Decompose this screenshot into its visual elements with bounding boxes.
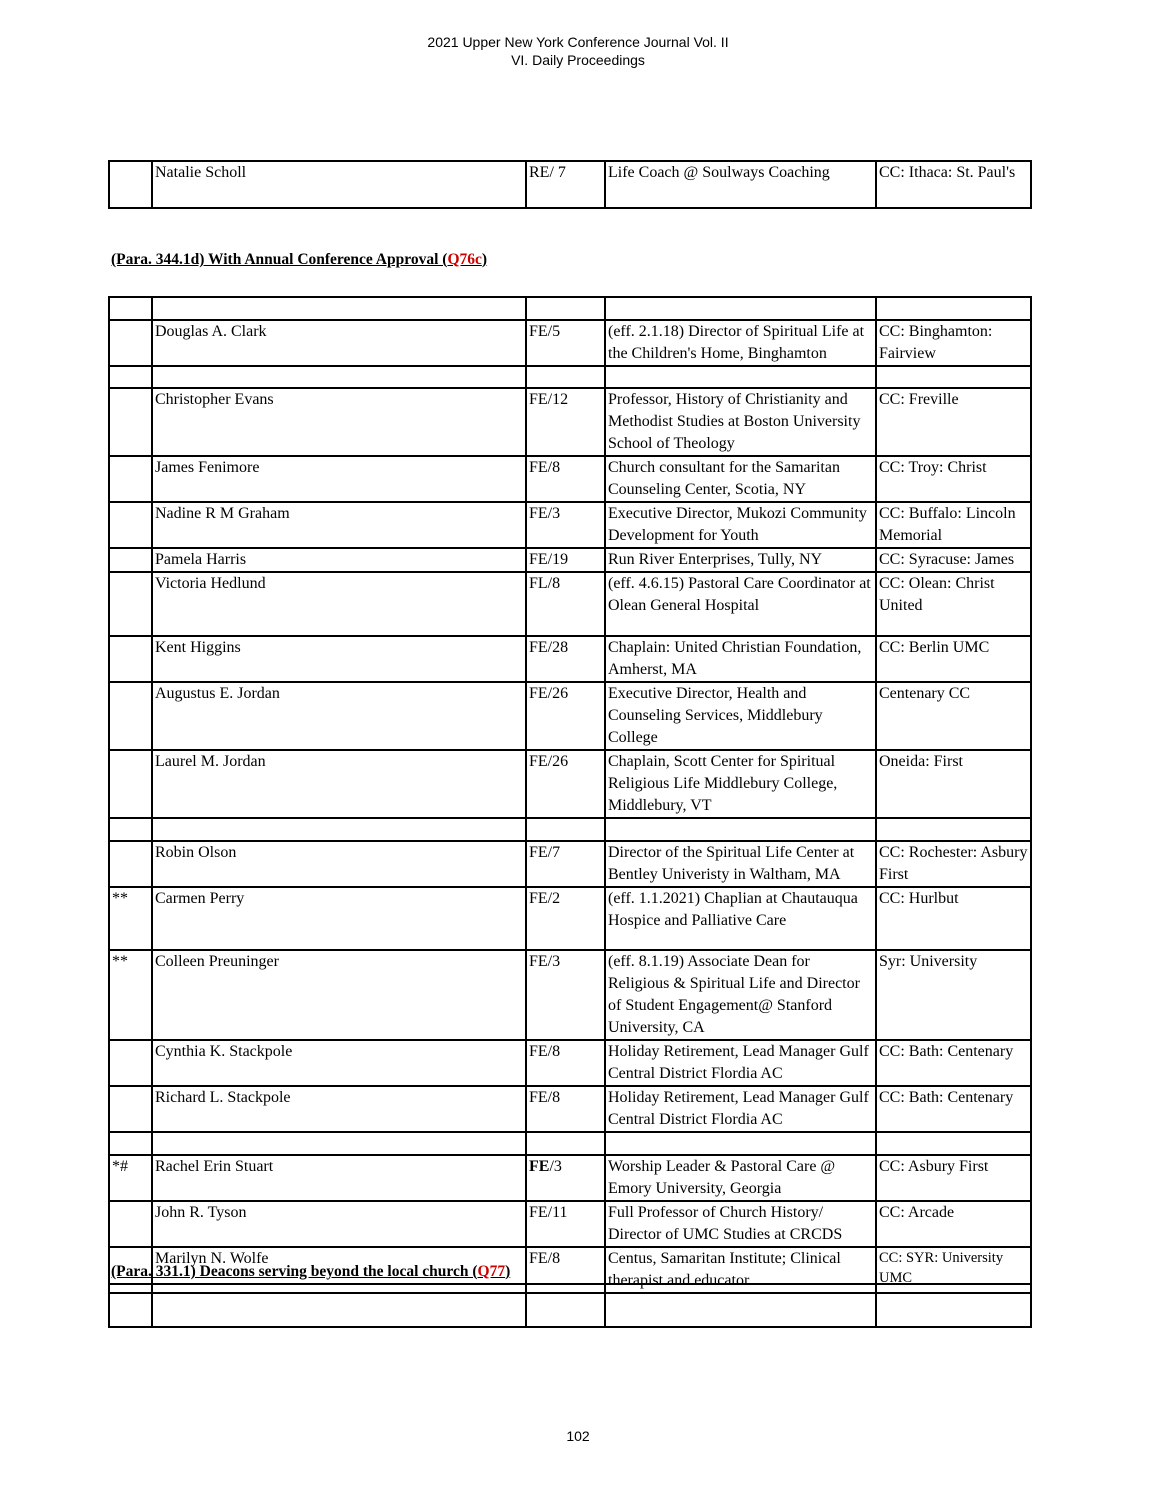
table-row xyxy=(109,841,1031,887)
appointment-cell: Chaplain: United Christian Foundation, Amherst, MA xyxy=(605,636,876,682)
table-row xyxy=(109,502,1031,548)
charge-cell: CC: Rochester: Asbury First xyxy=(876,841,1031,887)
appointment-cell: Worship Leader & Pastoral Care @ Emory University, Georgia xyxy=(605,1155,876,1201)
appointment-cell: (eff. 4.6.15) Pastoral Care Coordinator at Olean General Hospital xyxy=(605,572,876,636)
name-cell: Douglas A. Clark xyxy=(152,320,526,366)
deacons-table xyxy=(108,1283,1032,1328)
status-cell xyxy=(526,297,605,320)
status-cell: FE/26 xyxy=(526,750,605,818)
mark-cell xyxy=(109,682,152,750)
name-cell: Augustus E. Jordan xyxy=(152,682,526,750)
name-cell xyxy=(152,1284,526,1327)
appointment-cell: (eff. 1.1.2021) Chaplian at Chautauqua Hospice and Palliative Care xyxy=(605,887,876,950)
heading-text: (Para. 344.1d) With Annual Conference Approval ( xyxy=(111,251,448,268)
name-cell xyxy=(152,297,526,320)
name-cell: John R. Tyson xyxy=(152,1201,526,1247)
section-heading-q77 xyxy=(111,1263,510,1281)
mark-cell xyxy=(109,636,152,682)
status-cell: FE/3 xyxy=(526,502,605,548)
table-row xyxy=(109,1201,1031,1247)
name-cell: Victoria Hedlund xyxy=(152,572,526,636)
appointment-cell: Director of the Spiritual Life Center at Bentley Univeristy in Waltham, MA xyxy=(605,841,876,887)
mark-cell xyxy=(109,548,152,572)
status-cell: FE/8 xyxy=(526,1040,605,1086)
name-cell: James Fenimore xyxy=(152,456,526,502)
charge-cell: CC: Olean: Christ United xyxy=(876,572,1031,636)
charge-cell: CC: Berlin UMC xyxy=(876,636,1031,682)
status-cell: FE/11 xyxy=(526,1201,605,1247)
table-row xyxy=(109,682,1031,750)
appointment-cell: Run River Enterprises, Tully, NY xyxy=(605,548,876,572)
appointment-cell: Chaplain, Scott Center for Spiritual Religious Life Middlebury College, Middlebury, VT xyxy=(605,750,876,818)
mark-cell xyxy=(109,1284,152,1327)
status-cell: FE/3 xyxy=(526,950,605,1040)
section-title: VI. Daily Proceedings xyxy=(511,52,645,68)
status-cell xyxy=(526,1155,605,1201)
table-row xyxy=(109,161,1031,208)
mark-cell xyxy=(109,1201,152,1247)
status-cell: FL/8 xyxy=(526,572,605,636)
name-cell: Nadine R M Graham xyxy=(152,502,526,548)
table-row xyxy=(109,572,1031,636)
mark-cell xyxy=(109,388,152,456)
mark-cell xyxy=(109,320,152,366)
mark-cell: ** xyxy=(109,950,152,1040)
status-code: FE xyxy=(529,1158,550,1175)
status-cell xyxy=(526,366,605,388)
name-cell: Natalie Scholl xyxy=(152,161,526,208)
charge-cell xyxy=(876,818,1031,841)
name-cell: Carmen Perry xyxy=(152,887,526,950)
name-cell: Robin Olson xyxy=(152,841,526,887)
table-row xyxy=(109,297,1031,320)
appointment-cell: Full Professor of Church History/ Director of UMC Studies at CRCDS xyxy=(605,1201,876,1247)
section-heading-q76c xyxy=(111,251,487,269)
table-row xyxy=(109,548,1031,572)
mark-cell xyxy=(109,297,152,320)
mark-cell: ** xyxy=(109,887,152,950)
appointment-cell: Holiday Retirement, Lead Manager Gulf Central District Flordia AC xyxy=(605,1040,876,1086)
status-cell: FE/7 xyxy=(526,841,605,887)
mark-cell xyxy=(109,502,152,548)
status-cell xyxy=(526,818,605,841)
appointment-cell xyxy=(605,297,876,320)
status-cell: FE/8 xyxy=(526,456,605,502)
heading-close: ) xyxy=(481,251,488,268)
journal-title: 2021 Upper New York Conference Journal Vol. II xyxy=(427,34,729,50)
mark-cell xyxy=(109,750,152,818)
name-cell: Marilyn N. Wolfe xyxy=(152,1247,526,1293)
table-row xyxy=(109,950,1031,1040)
name-cell xyxy=(152,366,526,388)
appointment-cell: Centus, Samaritan Institute; Clinical therapist and educator xyxy=(605,1247,876,1293)
charge-cell: Centenary CC xyxy=(876,682,1031,750)
status-cell: FE/8 xyxy=(526,1247,605,1293)
top-table xyxy=(108,160,1032,209)
table-row xyxy=(109,818,1031,841)
status-cell: FE/8 xyxy=(526,1086,605,1132)
table-row xyxy=(109,1086,1031,1132)
charge-cell: CC: Buffalo: Lincoln Memorial xyxy=(876,502,1031,548)
appointment-cell: (eff. 8.1.19) Associate Dean for Religious & Spiritual Life and Director of Student Engagement@ Stanford University, CA xyxy=(605,950,876,1040)
status-cell: FE/28 xyxy=(526,636,605,682)
table-row xyxy=(109,887,1031,950)
table-row xyxy=(109,1132,1031,1155)
charge-cell: CC: Asbury First xyxy=(876,1155,1031,1201)
appointment-cell: Executive Director, Mukozi Community Development for Youth xyxy=(605,502,876,548)
mark-cell xyxy=(109,366,152,388)
status-cell: FE/5 xyxy=(526,320,605,366)
charge-cell: CC: SYR: University UMC xyxy=(876,1247,1031,1293)
heading-text: (Para. 331.1) Deacons serving beyond the local church ( xyxy=(111,1263,478,1280)
charge-cell: CC: Freville xyxy=(876,388,1031,456)
charge-cell: Syr: University xyxy=(876,950,1031,1040)
table-row xyxy=(109,388,1031,456)
mark-cell xyxy=(109,818,152,841)
table-row xyxy=(109,750,1031,818)
appointment-cell: Executive Director, Health and Counseling Services, Middlebury College xyxy=(605,682,876,750)
charge-cell: CC: Troy: Christ xyxy=(876,456,1031,502)
mark-cell xyxy=(109,572,152,636)
appointments-table xyxy=(108,296,1032,1294)
status-cell: FE/2 xyxy=(526,887,605,950)
table-row xyxy=(109,1155,1031,1201)
appointment-cell: Holiday Retirement, Lead Manager Gulf Central District Flordia AC xyxy=(605,1086,876,1132)
status-cell xyxy=(526,1132,605,1155)
name-cell: Colleen Preuninger xyxy=(152,950,526,1040)
charge-cell: CC: Ithaca: St. Paul's xyxy=(876,161,1031,208)
mark-cell: *# xyxy=(109,1155,152,1201)
heading-close: ) xyxy=(505,1263,511,1280)
name-cell: Pamela Harris xyxy=(152,548,526,572)
mark-cell xyxy=(109,841,152,887)
status-years: /3 xyxy=(549,1158,562,1175)
charge-cell: Oneida: First xyxy=(876,750,1031,818)
name-cell: Cynthia K. Stackpole xyxy=(152,1040,526,1086)
charge-cell: CC: Arcade xyxy=(876,1201,1031,1247)
appointment-cell: Church consultant for the Samaritan Counseling Center, Scotia, NY xyxy=(605,456,876,502)
charge-cell xyxy=(876,1132,1031,1155)
table-row xyxy=(109,320,1031,366)
charge-cell xyxy=(876,366,1031,388)
question-ref-link[interactable]: Q76c xyxy=(447,251,482,268)
name-cell: Kent Higgins xyxy=(152,636,526,682)
charge-cell: CC: Bath: Centenary xyxy=(876,1086,1031,1132)
table-row xyxy=(109,456,1031,502)
mark-cell xyxy=(109,456,152,502)
appointment-cell: Life Coach @ Soulways Coaching xyxy=(605,161,876,208)
appointment-cell xyxy=(605,1132,876,1155)
name-cell xyxy=(152,1132,526,1155)
name-cell: Christopher Evans xyxy=(152,388,526,456)
table-row xyxy=(109,1040,1031,1086)
status-cell: FE/12 xyxy=(526,388,605,456)
table-row xyxy=(109,636,1031,682)
mark-cell xyxy=(109,1086,152,1132)
status-cell xyxy=(526,1284,605,1327)
charge-cell xyxy=(876,1284,1031,1327)
status-cell: RE/ 7 xyxy=(526,161,605,208)
appointment-cell: Professor, History of Christianity and Methodist Studies at Boston University School of Theology xyxy=(605,388,876,456)
charge-cell: CC: Binghamton: Fairview xyxy=(876,320,1031,366)
charge-cell xyxy=(876,297,1031,320)
table-row xyxy=(109,366,1031,388)
name-cell: Laurel M. Jordan xyxy=(152,750,526,818)
name-cell: Rachel Erin Stuart xyxy=(152,1155,526,1201)
name-cell: Richard L. Stackpole xyxy=(152,1086,526,1132)
mark-cell xyxy=(109,1040,152,1086)
question-ref-link[interactable]: Q77 xyxy=(477,1263,506,1280)
charge-cell: CC: Syracuse: James xyxy=(876,548,1031,572)
status-cell: FE/19 xyxy=(526,548,605,572)
appointment-cell xyxy=(605,1284,876,1327)
page-number: 102 xyxy=(566,1428,590,1444)
name-cell xyxy=(152,818,526,841)
table-row xyxy=(109,1284,1031,1327)
charge-cell: CC: Hurlbut xyxy=(876,887,1031,950)
mark-cell xyxy=(109,161,152,208)
charge-cell: CC: Bath: Centenary xyxy=(876,1040,1031,1086)
mark-cell xyxy=(109,1132,152,1155)
appointment-cell xyxy=(605,366,876,388)
status-cell: FE/26 xyxy=(526,682,605,750)
appointment-cell: (eff. 2.1.18) Director of Spiritual Life at the Children's Home, Binghamton xyxy=(605,320,876,366)
appointment-cell xyxy=(605,818,876,841)
